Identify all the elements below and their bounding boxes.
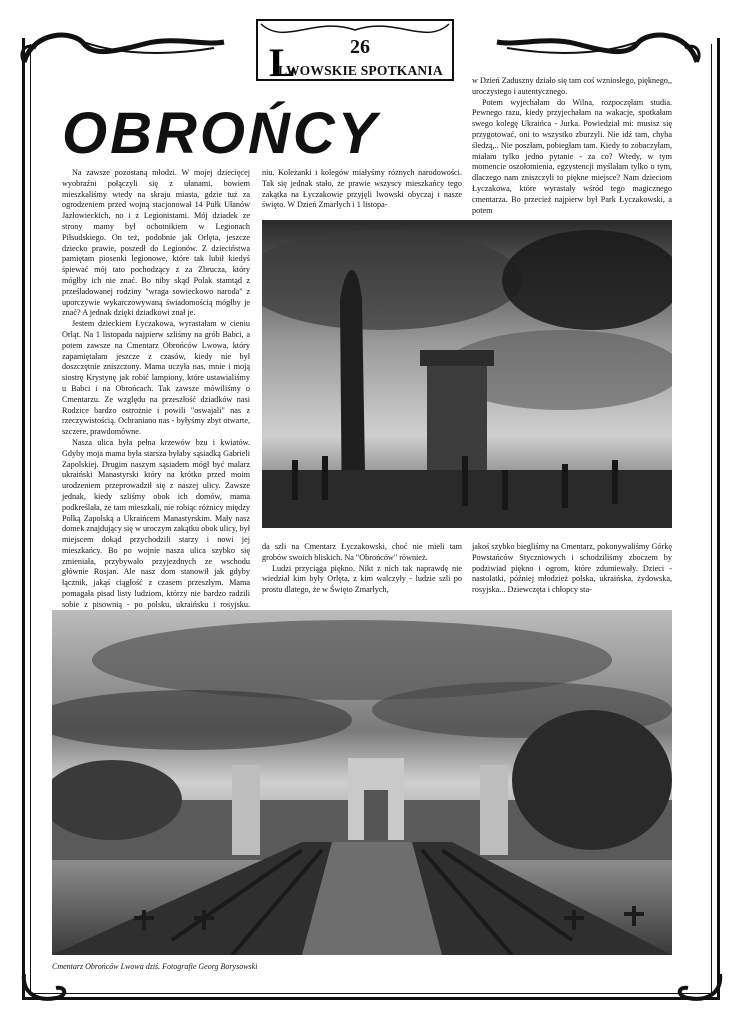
paragraph: jakoś szybko biegliśmy na Cmentarz, pokonywaliśmy Górkę Powstańców Styczniowych i schodziliśmy zboczem by podziwiad piękno i ogrom, które zdumiewały. Dzieci - nastolatki, później młodzież polska, ukraińska, żydowska, rosyjska... Dziewczęta i chłopcy sta- (472, 542, 672, 595)
paragraph: Nasza ulica była pełna krzewów bzu i kwiatów. Gdyby moja mama była starsza byłaby sąsiadką Gabrieli Zapolskiej. Drugim naszym sąsiadem mógł być malarz ukraiński Manastyrski który na krótko przed moim urodzeniem przeprowadził się z naszej ulicy. Zawsze jednak, kiedy szliśmy obok ich domów, mama podkreślała, że tam mieszkali, nie robiąc różnicy między Polką Zapolską a Ukraińcem Manastyrskim. Mały nasz domek znajdujący się w uroczym zakątku obok ulicy, był miejscem dokąd przychodzili starzy i nowi jej mieszkańcy. Bo po wojnie nasza ulica szybko się zmieniała, przybywało przyjezdnych ze wschodu głównie Rosjan. Ale nasz dom stanowił jak gdyby łącznik, jakąś ciągłość z czasem przeszłym. Mama pomagała pisad listy ludziom, którzy nie bardzo radzili sobie z pisownią - po polsku, ukraińsku i rosyjsku. (62, 437, 250, 609)
right-scroll-ornament (487, 22, 707, 72)
paragraph: da szli na Cmentarz Łyczakowski, choć nie mieli tam grobów swoich bliskich. Na "Obrońców" również. (262, 542, 462, 562)
text-column-2-top (262, 168, 462, 211)
text-column-1 (62, 168, 250, 621)
paragraph: Na zawsze pozostaną młodzi. W mojej dziecięcej wyobraźni połączyli się z ułanami, bowiem mieszkaliśmy wtedy na skraju miasta, gdzie tuż za ogrodzeniem przed wojną stacjonował 14 Pułk Ułanów Jazłowieckich, no i z Legionistami. Mój dziadek ze strony mamy był ochotnikiem w Legionach Piłsudskiego. On też, podobnie jak Orlęta, jeszcze dziecko prawie, poszedł do Legionów. Z dzieciństwa pamiętam piosenki legionowe, które tak lubił kiedyś śpiewać mój tato pochodzący z za Zbrucza, który mógłby ich nie znać. Bo niby skąd Polak stamtąd z prześladowanej rodziny "wraga sowieckowo naroda" z uporczywie wykarczowywaną świadomością mógłby je znać? A jednak dzięki dziadkowi znał je. (62, 168, 250, 318)
paragraph: Ludzi przyciąga piękno. Nikt z nich tak naprawdę nie wiedział kim były Orlęta, z kim walczyły - ludzie szli po prostu dlatego, że w Święto Zmarłych, (262, 563, 462, 595)
left-scroll-ornament (14, 22, 234, 72)
text-column-3-bottom (472, 542, 672, 596)
bottom-left-ornament (16, 968, 76, 1008)
photo-caption: Cmentarz Obrońców Lwowa dziś. Fotografie Georg Borysowski (52, 962, 258, 971)
article-title: OBROŃCY (62, 101, 380, 166)
bottom-right-ornament (668, 968, 728, 1008)
svg-text:L: L (269, 40, 296, 85)
paragraph: w Dzień Zaduszny działo się tam coś wzniosłego, pięknego,, uroczystego i autentycznego. (472, 76, 672, 96)
text-column-3-top (472, 76, 672, 216)
paragraph: Jestem dzieckiem Łyczakowa, wyrastałam w cieniu Orląt. Na 1 listopada najpierw szliśmy na grób Babci, a potem zawsze na Cmentarz Obrońców Lwowa, który zapamiętałam jeszcze z czasów, kiedy nie był doszczętnie zniszczony. Mama uczyła nas, mnie i moją siostrę Krystynę jak robić lampiony, które ustawialiśmy u Babci i na Obrońcach. Tak zawsze mówiliśmy o Cmentarzu. Ze względu na przeszłość dziadków nasi Rodzice bardzo ostrożnie i powili "oswajali" nas z rzeczywistością. Ochraniano nas - byłyśmy zbyt otwarte, szczere, prawdomówne. (62, 319, 250, 437)
cemetery-monument-photo (262, 220, 672, 528)
issue-number: 26 (350, 36, 370, 58)
paragraph: niu. Koleżanki i kolegów miałyśmy różnych narodowości. Tak się jednak stało, że prawie wszyscy mieszkańcy tego zakątka na Łyczakowie przyjęli lwowski obyczaj i nasze święto. W Dzień Zmarłych i 1 listopa- (262, 168, 462, 210)
paragraph: Potem wyjechałam do Wilna, rozpoczęłam studia. Pewnego razu, kiedy przyjechałam na wakacje, spotkałam swego kolegę Ukraińca - Jurka. Powiedział mi: musisz się przygotować, oni to wszystko zburzyli. Nie idź tam, chyba śledzą,.. Nie poszłam, pobiegłam tam. Kiedy to zobaczyłam, miałam tylko jedno pytanie - za co? Wtedy, w tym momencie oszołomienia, egzystencji myślałam tylko o tym, dlaczego nam zniszczyli to piękne miejsce? Nam dzieciom Łyczakowa, które wyrastały wśród tego magicznego cmentarza. Bo przecież najpierw był Park Łyczakowski, a potem (472, 97, 672, 215)
magazine-title: LWOWSKIE SPOTKANIA (278, 63, 443, 78)
cemetery-panorama-photo (52, 610, 672, 955)
text-column-2-bottom (262, 542, 462, 596)
